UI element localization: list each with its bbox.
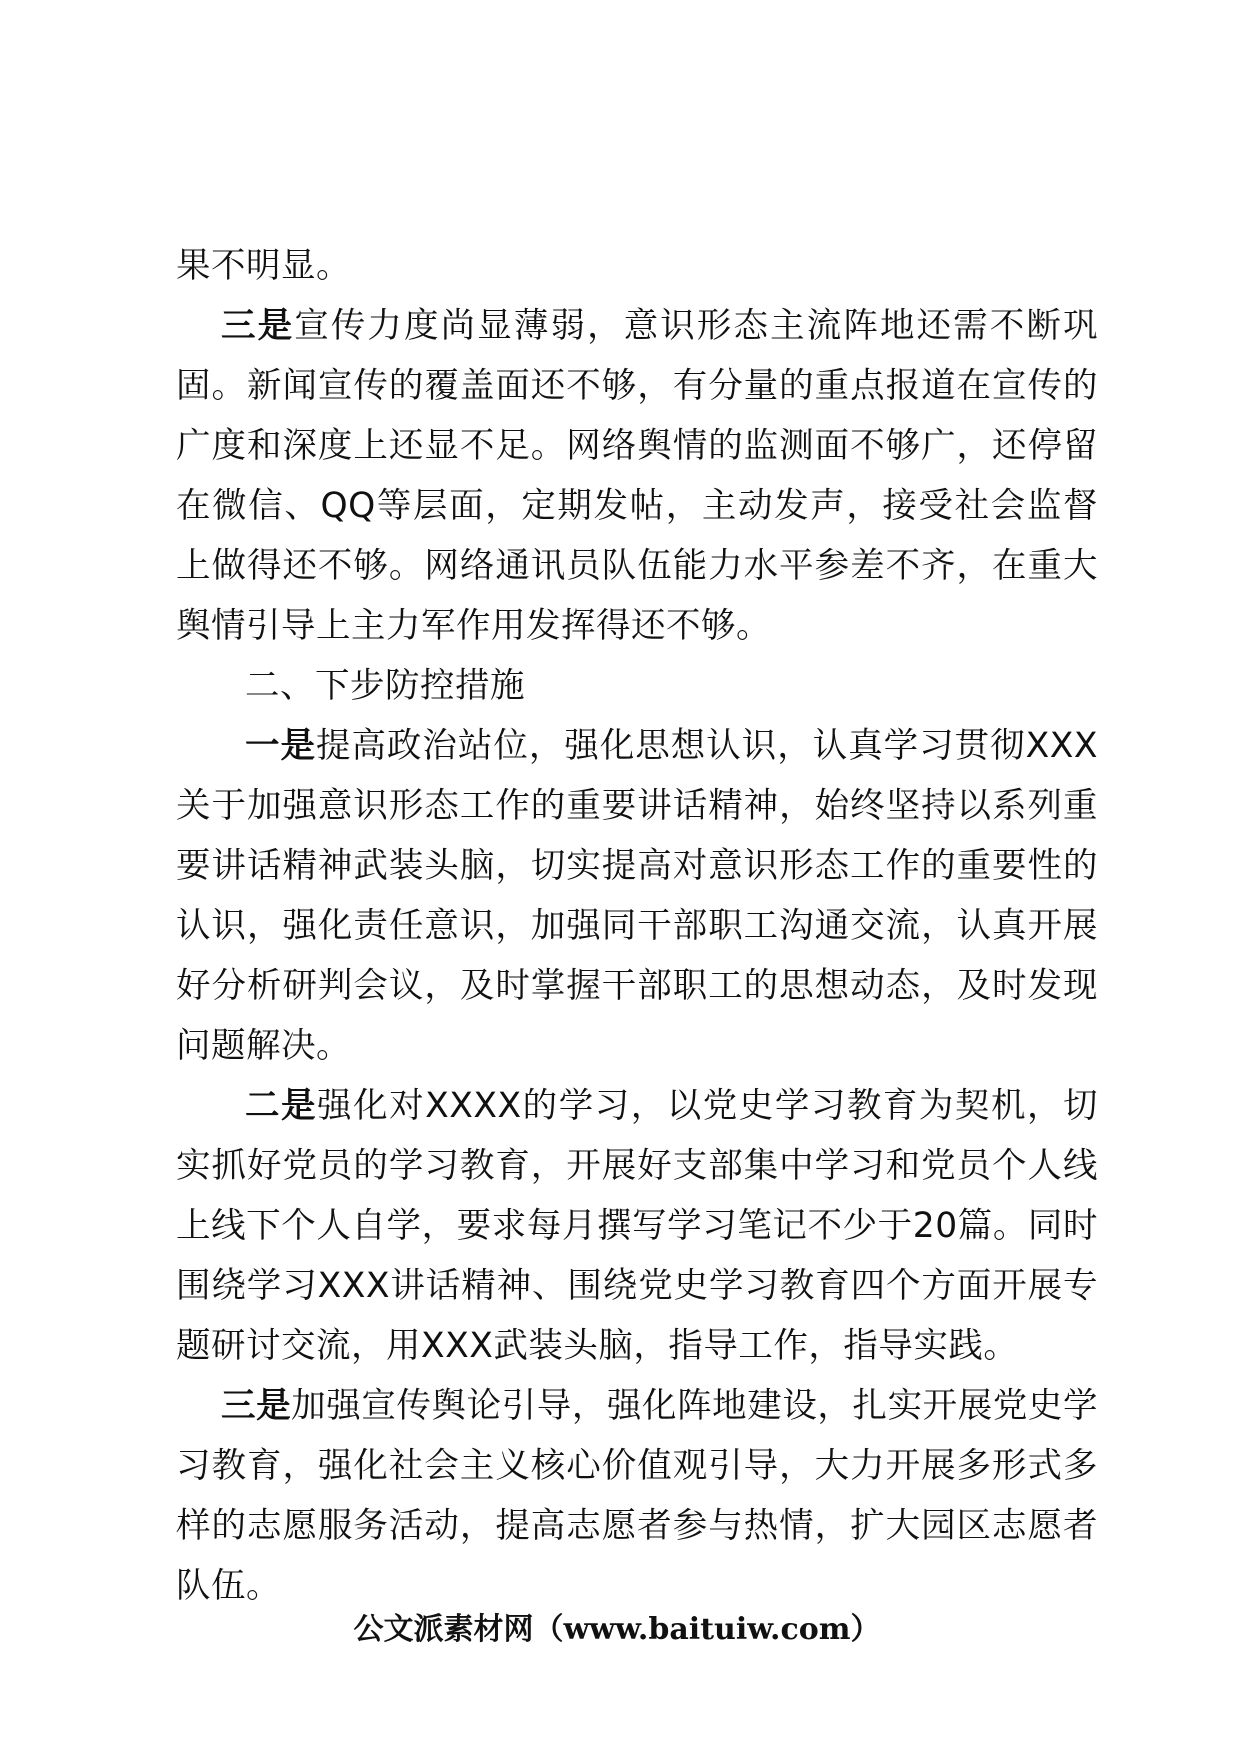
paragraph-lead: 三是: [221, 1386, 292, 1426]
paragraph-measure-two: [176, 1076, 1098, 1376]
paragraph-text: 强化对XXXX的学习，以党史学习教育为契机，切实抓好党员的学习教育，开展好支部集中学习和党员个人线上线下个人自学，要求每月撰写学习笔记不少于20篇。同时围绕学习XXX讲话精神、围绕党史学习教育四个方面开展专题研讨交流，用XXX武装头脑，指导工作，指导实践。: [176, 1086, 1098, 1366]
section-heading: [176, 656, 1098, 716]
paragraph-text: 宣传力度尚显薄弱，意识形态主流阵地还需不断巩固。新闻宣传的覆盖面还不够，有分量的重点报道在宣传的广度和深度上还显不足。网络舆情的监测面不够广，还停留在微信、QQ等层面，定期发帖，主动发声，接受社会监督上做得还不够。网络通讯员队伍能力水平参差不齐，在重大舆情引导上主力军作用发挥得还不够。: [176, 306, 1098, 646]
paragraph-text: 果不明显。: [176, 246, 351, 286]
paragraph-problem-three: [176, 296, 1098, 656]
paragraph-measure-three: [176, 1376, 1098, 1616]
paragraph-measure-one: [176, 716, 1098, 1076]
footer-watermark: 公文派素材网（www.baituiw.com）: [353, 1612, 881, 1647]
paragraph-lead: 二是: [245, 1086, 318, 1126]
paragraph-text: 加强宣传舆论引导，强化阵地建设，扎实开展党史学习教育，强化社会主义核心价值观引导，大力开展多形式多样的志愿服务活动，提高志愿者参与热情，扩大园区志愿者队伍。: [176, 1386, 1099, 1606]
paragraph-lead: 三是: [221, 306, 295, 346]
section-heading-text: 二、下步防控措施: [245, 666, 525, 706]
document-body: [176, 236, 1098, 1616]
paragraph-lead: 一是: [245, 726, 316, 766]
paragraph-continuation: [176, 236, 1098, 296]
paragraph-text: 提高政治站位，强化思想认识，认真学习贯彻XXX关于加强意识形态工作的重要讲话精神，始终坚持以系列重要讲话精神武装头脑，切实提高对意识形态工作的重要性的认识，强化责任意识，加强同干部职工沟通交流，认真开展好分析研判会议，及时掌握干部职工的思想动态，及时发现问题解决。: [176, 726, 1099, 1066]
